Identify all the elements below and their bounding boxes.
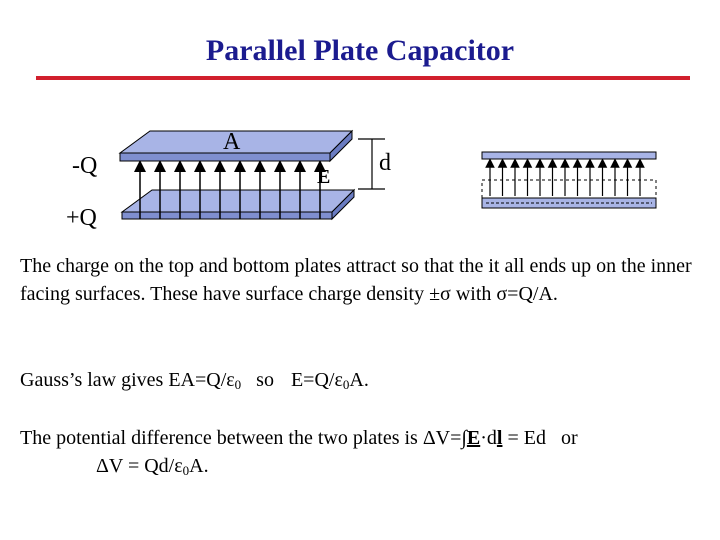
paragraph-charge-distribution: The charge on the top and bottom plates attract so that the it all ends up on the inner facing surfaces. These have surface charge density ±σ with σ=Q/A. (20, 255, 692, 305)
area-label: A (223, 129, 241, 155)
potential-dot: ·d (480, 427, 497, 449)
epsilon-subscript: 0 (182, 463, 190, 478)
epsilon-subscript: 0 (342, 377, 350, 392)
paragraph-potential-formula (96, 452, 720, 485)
positive-charge-label: +Q (66, 205, 97, 231)
potential2-text-a: ΔV = Qd/ε (96, 455, 183, 477)
distance-label: d (379, 150, 391, 176)
gauss-text-c: E=Q/ε (290, 369, 343, 391)
gauss-text-d: A. (349, 369, 369, 391)
side-top-plate (482, 152, 656, 159)
bottom-plate-top-face (122, 190, 354, 212)
potential-vector-l: l (496, 427, 503, 449)
paragraph-gauss-law (20, 366, 715, 399)
gauss-text-so: so (256, 369, 274, 391)
gauss-text-a: Gauss’s law gives EA=Q/ε (20, 369, 235, 391)
potential-text-a: The potential difference between the two plates is ΔV=∫ (20, 427, 467, 449)
potential2-text-b: A. (189, 455, 209, 477)
paragraph-potential-difference (20, 424, 715, 452)
field-label: E (317, 166, 331, 188)
slide-title: Parallel Plate Capacitor (205, 34, 515, 67)
potential-vector-E: E (466, 427, 481, 449)
side-field-region (482, 180, 656, 198)
negative-charge-label: -Q (72, 153, 98, 179)
epsilon-subscript: 0 (234, 377, 242, 392)
potential-text-b: = Ed or (502, 427, 578, 449)
